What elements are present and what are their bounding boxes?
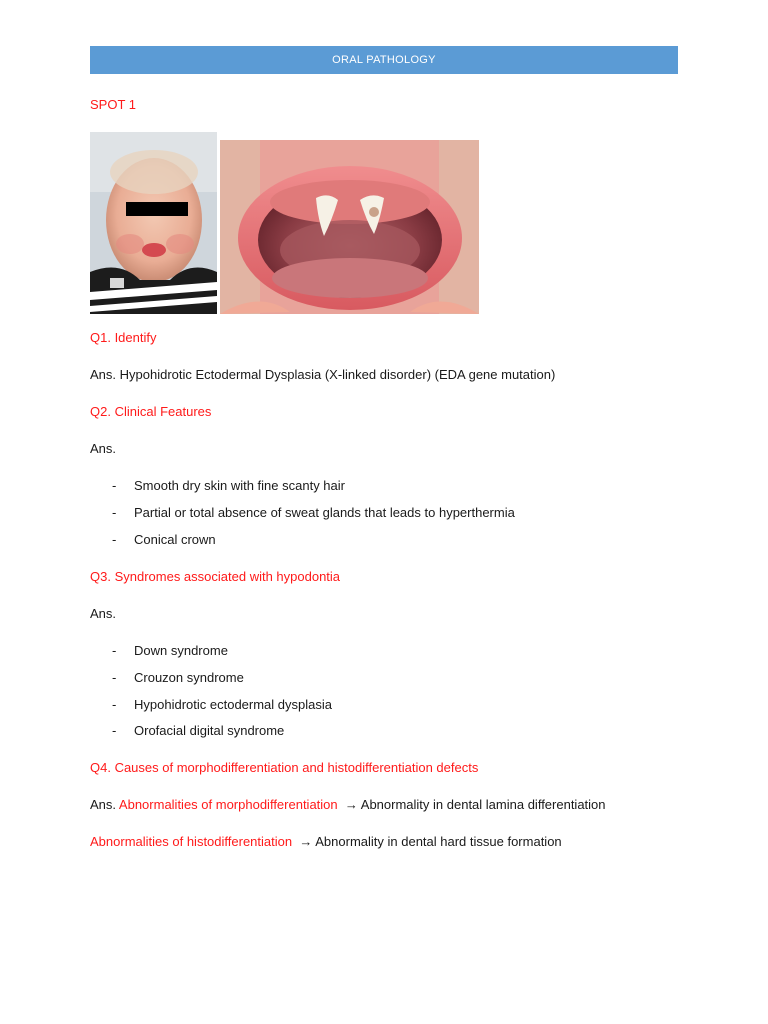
child-photo xyxy=(90,132,217,314)
bullet-dash: - xyxy=(112,643,117,658)
q4-question: Q4. Causes of morphodifferentiation and histodifferentiation defects xyxy=(90,760,479,775)
q1-question: Q1. Identify xyxy=(90,330,157,345)
q3-question: Q3. Syndromes associated with hypodontia xyxy=(90,569,341,584)
q2-ans-label: Ans. xyxy=(90,441,117,456)
list-item-text: Hypohidrotic ectodermal dysplasia xyxy=(134,697,332,712)
q1-answer: Ans. Hypohidrotic Ectodermal Dysplasia (X-linked disorder) (EDA gene mutation) xyxy=(90,367,556,382)
histo-term: Abnormalities of histodifferentiation xyxy=(90,834,293,849)
list-item-text: Partial or total absence of sweat glands that leads to hyperthermia xyxy=(134,505,515,520)
bullet-dash: - xyxy=(112,505,117,520)
morpho-desc: Abnormality in dental lamina differentiation xyxy=(360,797,606,812)
mouth-photo xyxy=(220,140,479,314)
list-item-text: Orofacial digital syndrome xyxy=(134,723,285,738)
q3-ans-label: Ans. xyxy=(90,606,117,621)
list-item xyxy=(112,478,345,494)
bullet-dash: - xyxy=(112,670,117,685)
list-item xyxy=(112,697,332,713)
spot-title: SPOT 1 xyxy=(90,97,137,112)
arrow-icon: → xyxy=(299,834,313,849)
bullet-dash: - xyxy=(112,723,117,738)
q4-histo-line xyxy=(90,834,562,850)
list-item-text: Crouzon syndrome xyxy=(134,670,244,685)
list-item xyxy=(112,670,244,686)
q4-ans-label: Ans. xyxy=(90,797,117,812)
bullet-dash: - xyxy=(112,532,117,547)
list-item-text: Down syndrome xyxy=(134,643,228,658)
header-bar xyxy=(90,46,678,74)
list-item-text: Conical crown xyxy=(134,532,216,547)
q4-morpho-line xyxy=(90,797,606,813)
morpho-term: Abnormalities of morphodifferentiation xyxy=(118,797,338,812)
header-title: ORAL PATHOLOGY xyxy=(332,54,436,66)
bullet-dash: - xyxy=(112,478,117,493)
list-item xyxy=(112,532,216,548)
q2-question: Q2. Clinical Features xyxy=(90,404,212,419)
histo-desc: Abnormality in dental hard tissue formation xyxy=(315,834,562,849)
bullet-dash: - xyxy=(112,697,117,712)
arrow-icon: → xyxy=(344,797,358,812)
list-item-text: Smooth dry skin with fine scanty hair xyxy=(134,478,345,493)
list-item xyxy=(112,723,284,739)
list-item xyxy=(112,643,228,659)
list-item xyxy=(112,505,515,521)
